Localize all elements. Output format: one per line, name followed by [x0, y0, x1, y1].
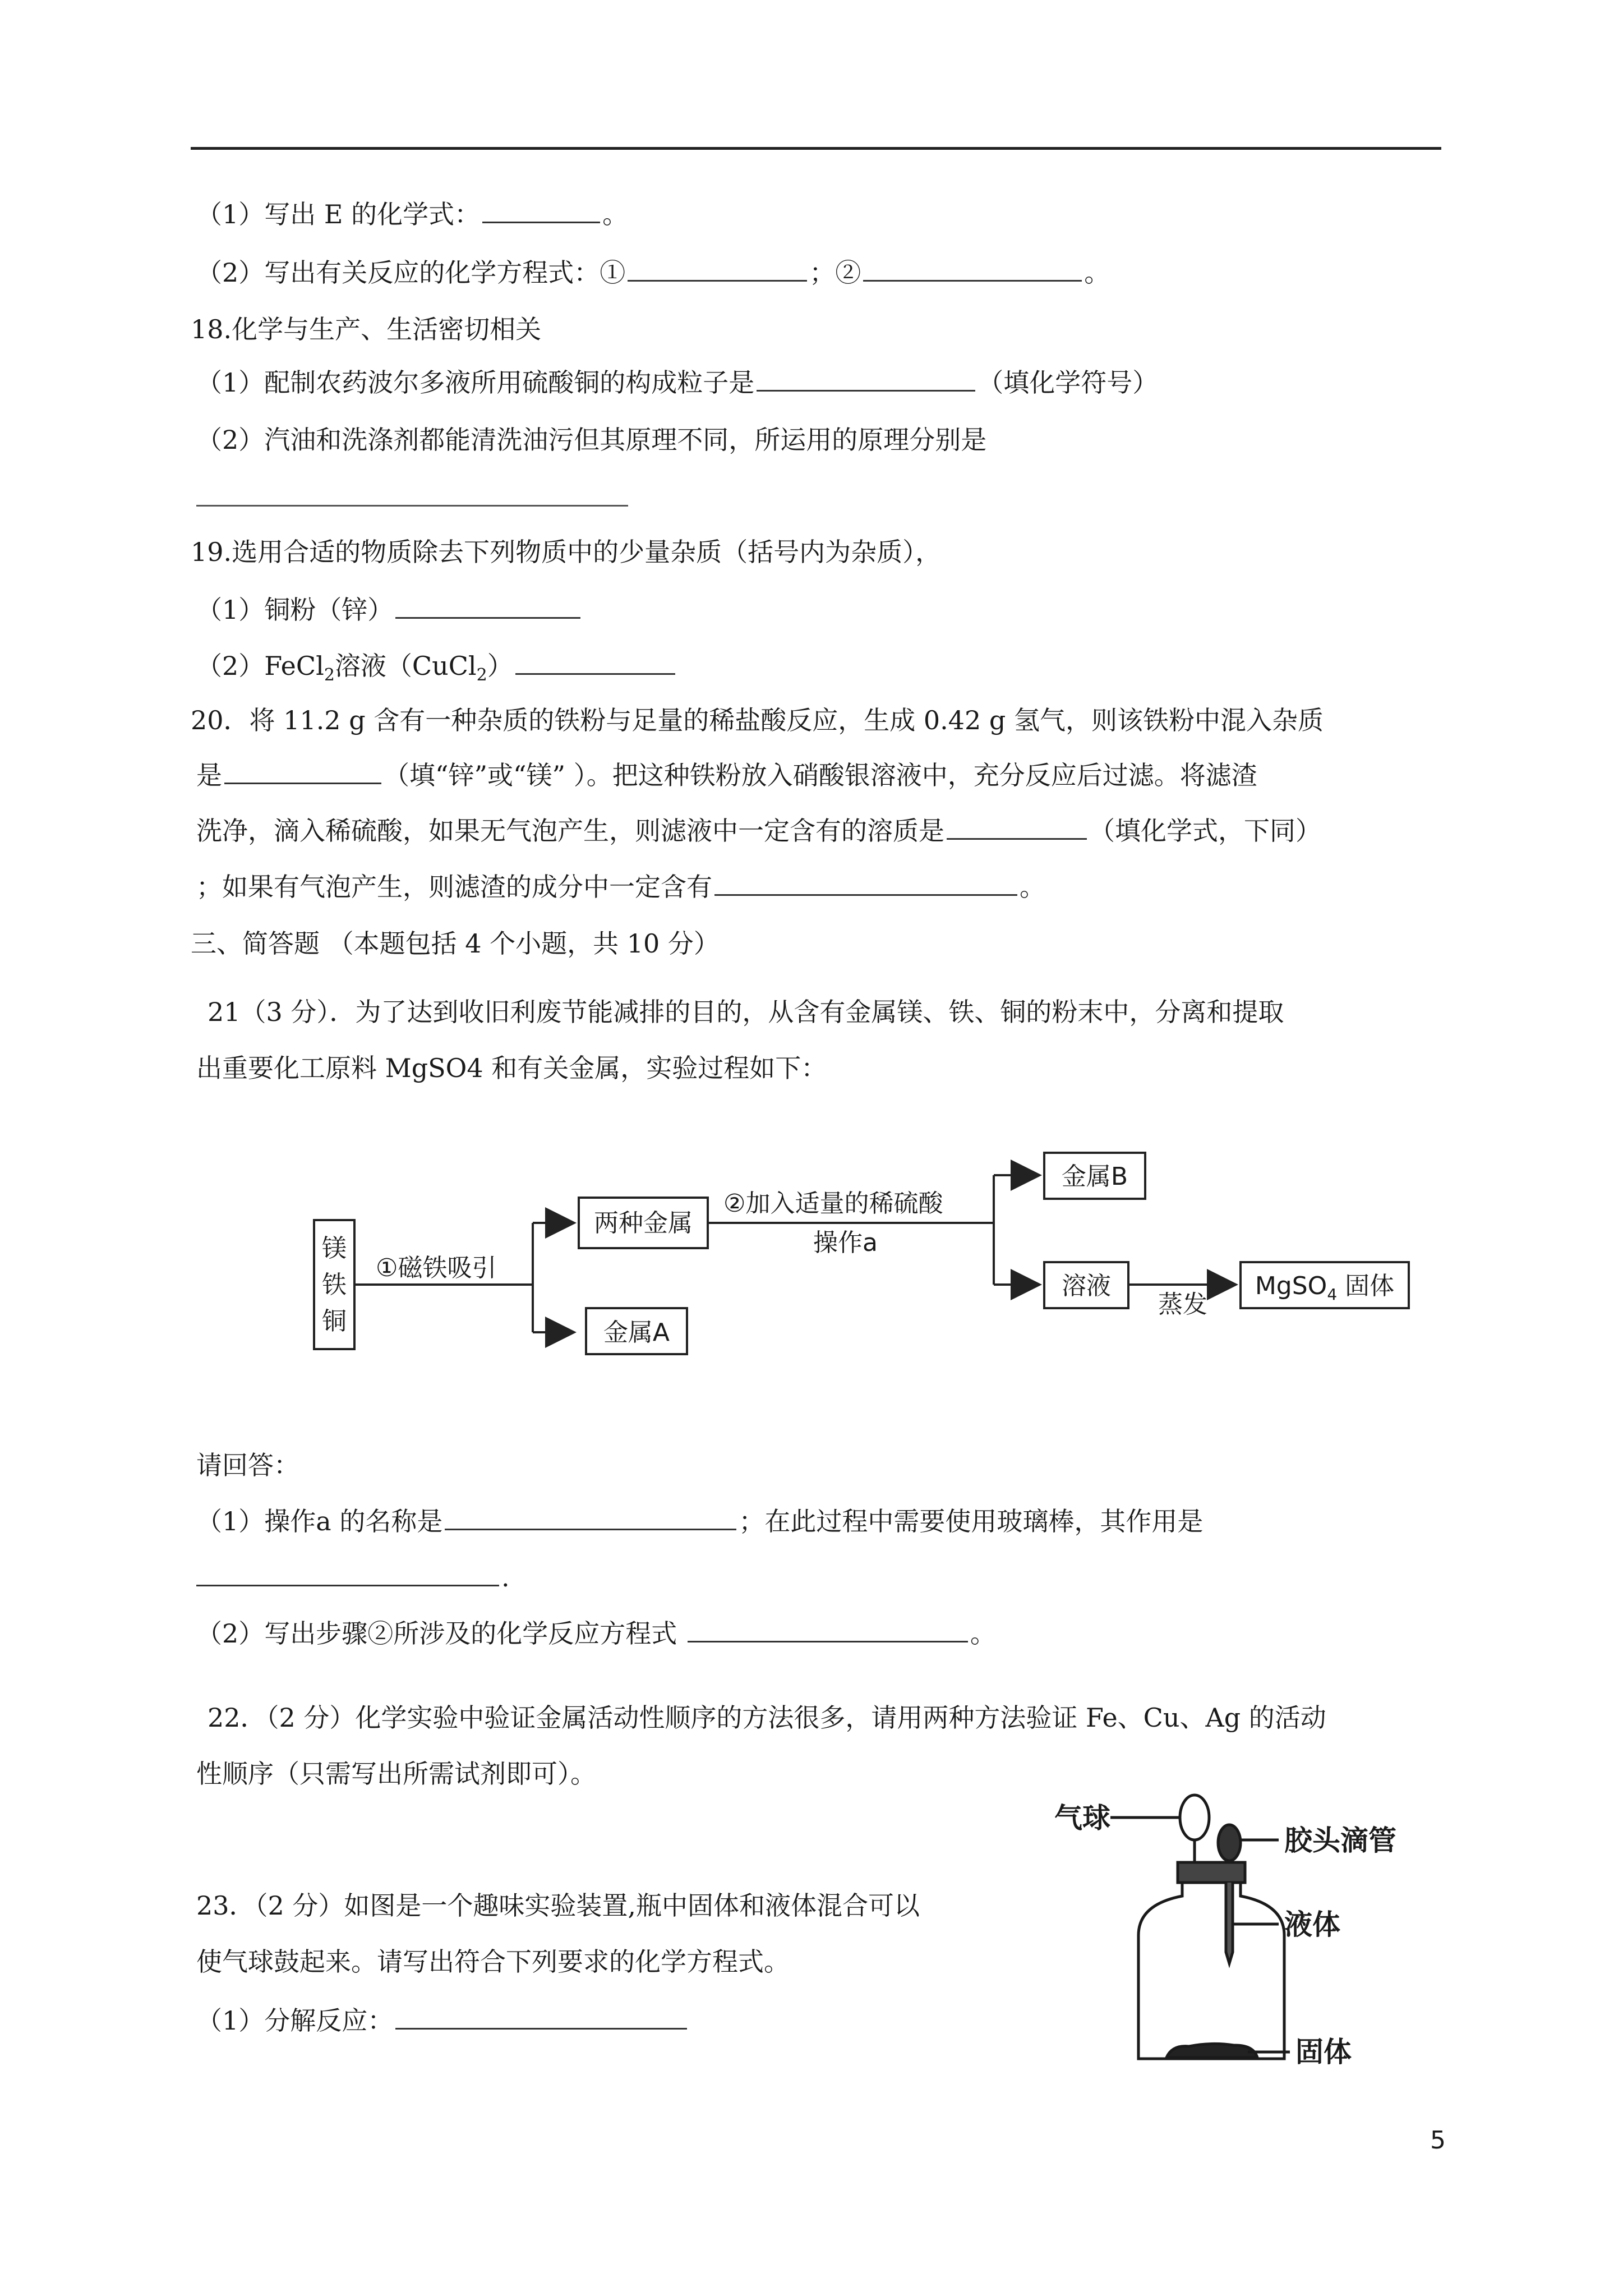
- answer-blank[interactable]: [445, 1506, 736, 1530]
- q20-line2: 是 （填“锌”或“镁” ）。把这种铁粉放入硝酸银溶液中，充分反应后过滤。将滤渣: [196, 760, 1257, 790]
- q17-part2: （2）写出有关反应的化学方程式：① ；② 。: [196, 257, 1110, 288]
- answer-blank[interactable]: [196, 1562, 499, 1586]
- answer-blank[interactable]: [482, 199, 600, 223]
- answer-blank[interactable]: [714, 872, 1017, 896]
- q18-part2: （2）汽油和洗涤剂都能清洗油污但其原理不同，所运用的原理分别是: [196, 425, 987, 455]
- q18-part1: （1）配制农药波尔多液所用硫酸铜的构成粒子是 （填化学符号）: [196, 367, 1159, 398]
- operation-a-label: 操作a: [813, 1228, 878, 1257]
- start-char-3: 铜: [322, 1307, 347, 1336]
- dropper-bulb: [1218, 1825, 1241, 1861]
- two-metals-label: 两种金属: [594, 1209, 693, 1237]
- solution-label: 溶液: [1062, 1272, 1111, 1300]
- page-number: 5: [1430, 2126, 1446, 2155]
- q23-part1: （1）分解反应：: [196, 2003, 689, 2039]
- separation-flowchart: [303, 1144, 1413, 1380]
- q19-part1: （1）铜粉（锌）: [196, 592, 583, 628]
- q20-line3: 洗净，滴入稀硫酸，如果无气泡产生，则滤液中一定含有的溶质是 （填化学式，下同）: [196, 816, 1321, 846]
- q21-line1: 21（3 分）．为了达到收旧利废节能减排的目的，从含有金属镁、铁、铜的粉末中，分离和提取: [208, 997, 1284, 1027]
- q21-line2: 出重要化工原料 MgSO4 和有关金属，实验过程如下：: [196, 1053, 827, 1083]
- section-heading: 三、简答题 （本题包括 4 个小题，共 10 分）: [191, 928, 720, 959]
- q22-line1: 22．（2 分）化学实验中验证金属活动性顺序的方法很多，请用两种方法验证 Fe、Cu、Ag 的活动: [208, 1703, 1326, 1733]
- q19-part2: （2）FeCl$_2$溶液（CuCl$_2$）: [196, 648, 677, 693]
- step1-label: ①磁铁吸引: [376, 1254, 497, 1282]
- q20-line4: ；如果有气泡产生，则滤渣的成分中一定含有 。: [196, 872, 1045, 902]
- metal-a-label: 金属A: [603, 1318, 670, 1347]
- q19-title: 19.选用合适的物质除去下列物质中的少量杂质（括号内为杂质），: [191, 537, 942, 567]
- q21-ask: 请回答：: [196, 1450, 299, 1480]
- balloon-shape: [1180, 1795, 1209, 1840]
- answer-blank[interactable]: [628, 257, 807, 282]
- evaporation-label: 蒸发: [1158, 1290, 1207, 1319]
- step2-label: ②加入适量的稀硫酸: [723, 1189, 943, 1218]
- header-rule: [191, 147, 1441, 150]
- bottle-outline: [1138, 1883, 1284, 2059]
- liquid-label: 液体: [1284, 1908, 1340, 1941]
- balloon-label: 气球: [1054, 1802, 1110, 1834]
- answer-blank[interactable]: [757, 367, 975, 392]
- balloon-apparatus-figure: [1054, 1784, 1458, 2076]
- q21-part1: （1）操作a 的名称是 ；在此过程中需要使用玻璃棒，其作用是: [196, 1506, 1204, 1536]
- q20-line1: 20．将 11.2 g 含有一种杂质的铁粉与足量的稀盐酸反应，生成 0.42 g 氢气，则该铁粉中混入杂质: [191, 705, 1324, 735]
- answer-blank[interactable]: [863, 257, 1082, 282]
- q21-part1-cont: .: [196, 1559, 510, 1595]
- q22-line2: 性顺序（只需写出所需试剂即可）。: [196, 1759, 596, 1789]
- dropper-label: 胶头滴管: [1284, 1824, 1396, 1857]
- stopper: [1178, 1862, 1245, 1883]
- solid-pile: [1166, 2044, 1257, 2058]
- start-char-2: 铁: [322, 1271, 347, 1299]
- answer-blank[interactable]: [395, 2005, 687, 2030]
- product-label: MgSO$_4$ 固体: [1255, 1272, 1395, 1304]
- q23-line2: 使气球鼓起来。请写出符合下列要求的化学方程式。: [196, 1947, 790, 1977]
- answer-line[interactable]: [196, 505, 628, 507]
- answer-blank[interactable]: [947, 816, 1087, 840]
- answer-blank[interactable]: [224, 760, 381, 784]
- answer-blank[interactable]: [688, 1618, 968, 1642]
- answer-blank[interactable]: [395, 595, 580, 619]
- q23-line1: 23．（2 分）如图是一个趣味实验装置,瓶中固体和液体混合可以: [196, 1890, 920, 1921]
- solid-label: 固体: [1295, 2036, 1352, 2068]
- answer-blank[interactable]: [515, 651, 675, 675]
- q18-title: 18.化学与生产、生活密切相关: [191, 314, 542, 344]
- q17-part1: （1）写出 E 的化学式： 。: [196, 199, 629, 229]
- start-char-1: 镁: [322, 1234, 347, 1263]
- q21-part2: （2）写出步骤②所涉及的化学反应方程式 。: [196, 1618, 996, 1649]
- metal-b-label: 金属B: [1061, 1162, 1128, 1191]
